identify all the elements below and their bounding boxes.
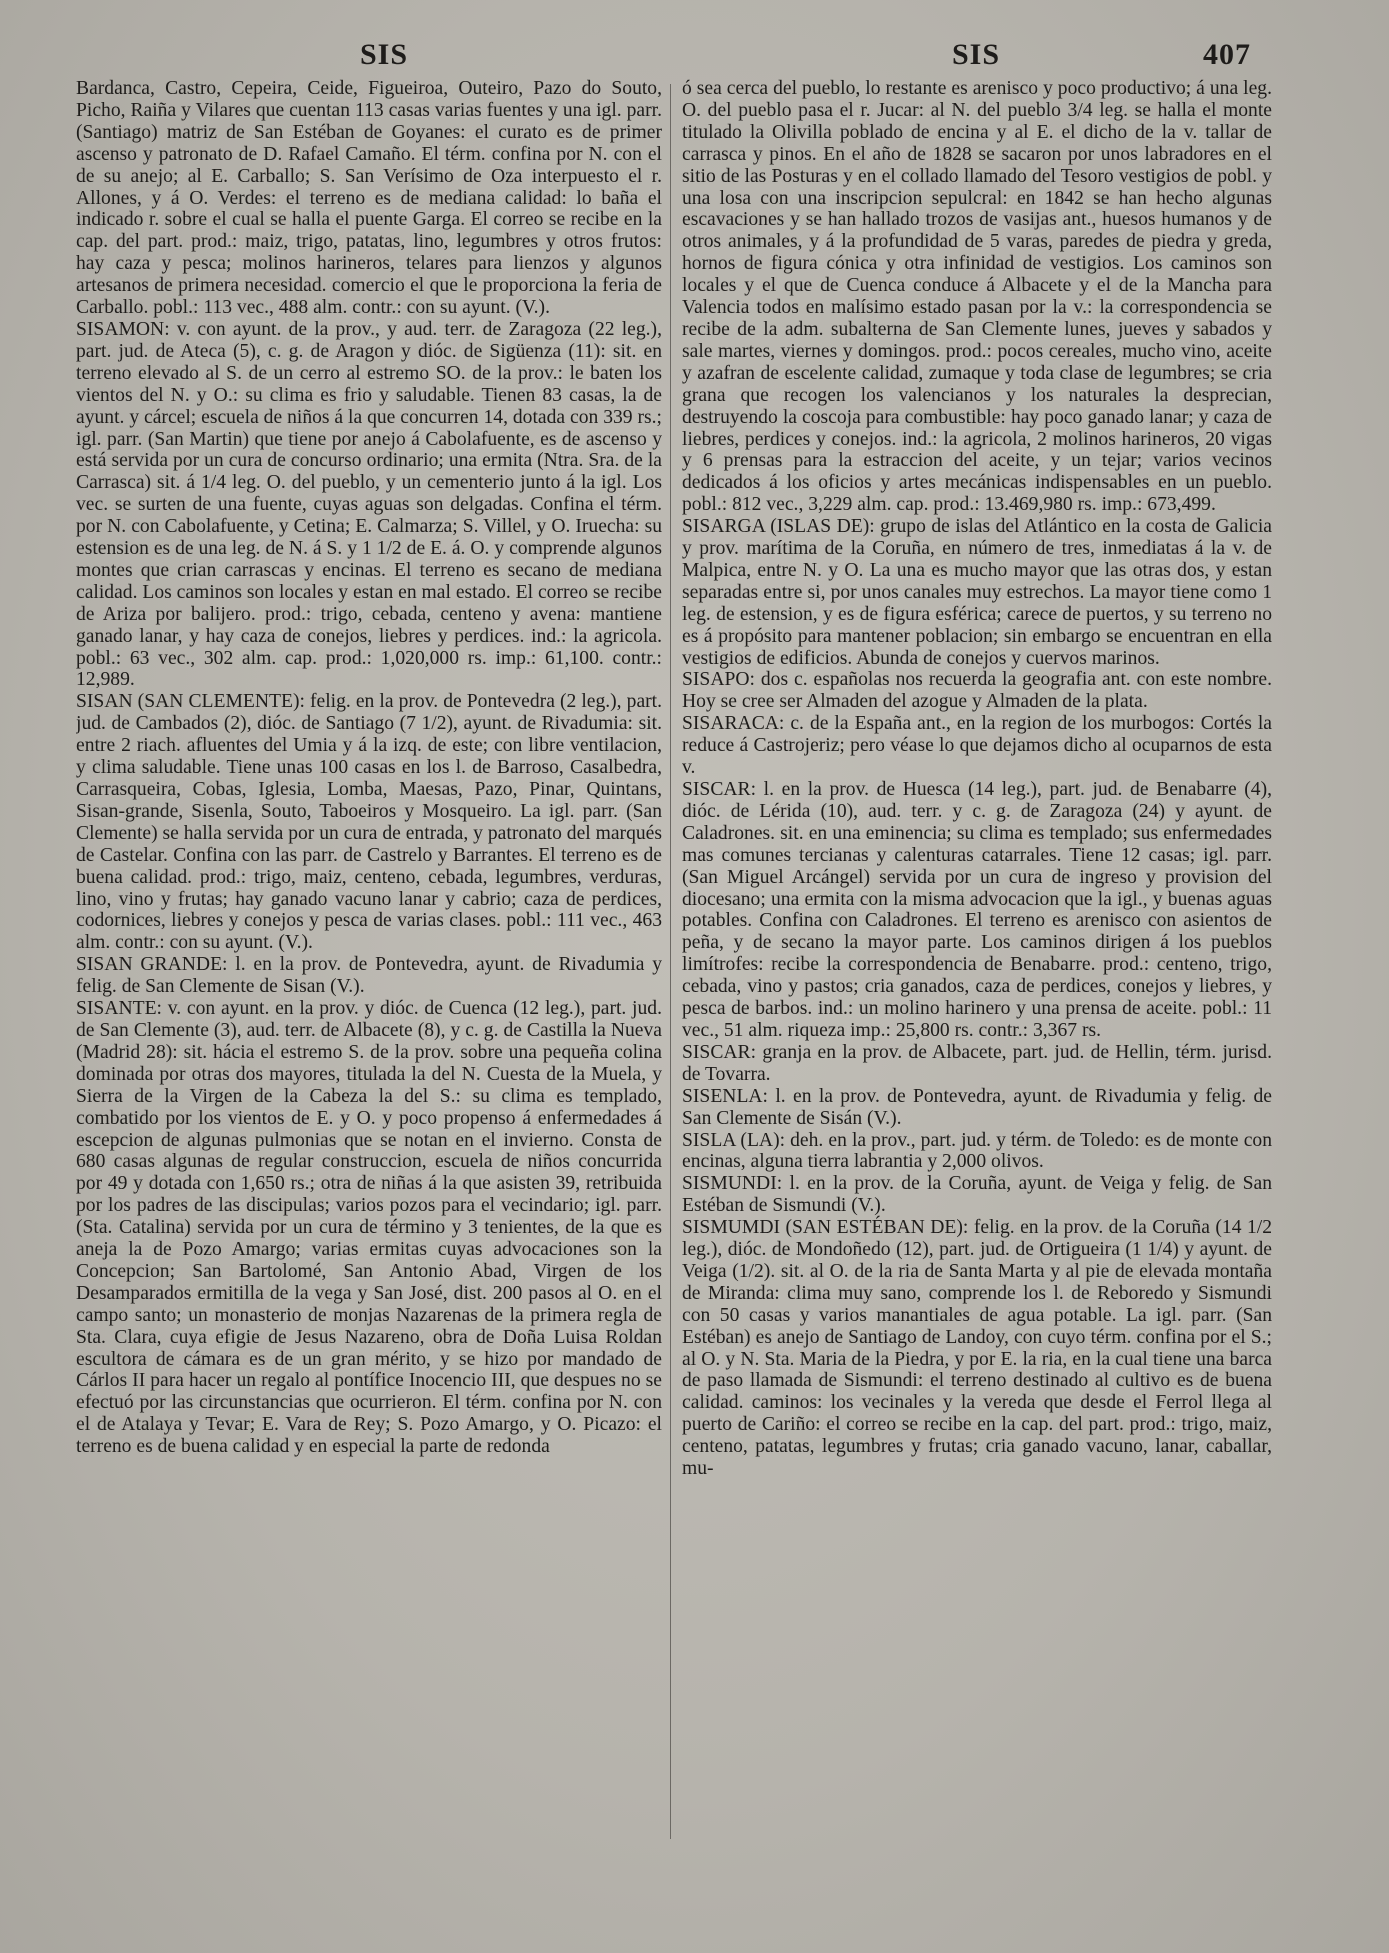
entry-headword: SISCAR: <box>682 779 757 800</box>
entry-sisla <box>682 1130 1272 1174</box>
entry-headword: SISARACA: <box>682 713 785 735</box>
entry-text: dos c. españolas nos recuerda la geografia ant. con este nombre. Hoy se cree ser Almaden del azogue y Almaden de la plata. <box>682 669 1272 713</box>
entry-text: v. con ayunt. en la prov. y dióc. de Cuenca (12 leg.), part. jud. de San Clemente (3), aud. terr. de Albacete (8), y c. g. de Castilla la Nueva (Madrid 28): sit. hácia el estremo S. de la prov. sobre una pequeña colina dominada por otras dos mayores, titulada la del N. Cuesta de la Muela, y Sierra de la Virgen de la Cabeza la del S.: su clima es templado, combatido por los vientos de E. y O. y poco propenso á enfermedades á escepcion de algunas pulmonias que se notan en el invierno. Consta de 680 casas algunas de regular construccion, escuela de niños concurrida por 49 y dotada con 1,650 rs.; otra de niñas á la que asisten 39, retribuida por los padres de las discipulas; varios pozos para el vecindario; igl. parr. (Sta. Catalina) servida por un cura de término y 3 tenientes, de la que es aneja la de Pozo Amargo; varias ermitas cuyas advocaciones son la Concepcion; San Bartolomé, San Antonio Abad, Virgen de los Desamparados ermitilla de la vega y San José, dist. 200 pasos al O. en el campo santo; un monasterio de monjas Nazarenas de la primera regla de Sta. Clara, cuya efigie de Jesus Nazareno, obra de Doña Luisa Roldan escultora de cámara es de un gran mérito, y se hizo por mandado de Cárlos II para hacer un regalo al pontífice Inocencio III, que despues no se efectuó por las circunstancias que ocurrieron. El térm. confina por N. con el de Atalaya y Tevar; E. Vara de Rey; S. Pozo Amargo, y O. Picazo: el terreno es de buena calidad y en especial la parte de redonda <box>76 998 662 1458</box>
entry-sisan-grande <box>76 954 662 998</box>
right-column <box>682 78 1272 1848</box>
entry-headword: SISENLA: <box>682 1085 769 1107</box>
entry-headword: SISMUMDI (SAN ESTÉBAN DE): <box>682 1217 969 1239</box>
entry-headword: SISLA (LA): <box>682 1129 786 1151</box>
entry-text: l. en la prov. de Huesca (14 leg.), part. jud. de Benabarre (4), dióc. de Lérida (10), aud. terr. y c. g. de Zaragoza (24) y ayunt. de Caladrones. sit. en una eminencia; su clima es templado; sus enfermedades mas comunes tercianas y calenturas catarrales. Tiene 12 casas; igl. parr. (San Miguel Arcángel) servida por un cura de ingreso y provision del diocesano; una ermita con la misma advocacion que la igl., y buenas aguas potables. Confina con Caladrones. El terreno es arenisco con asientos de peña, y de secano la mayor parte. Los caminos dirigen á los pueblos limítrofes: recibe la correspondencia de Benabarre. prod.: centeno, trigo, cebada, vino y pastos; cria ganados, caza de perdices, conejos y liebres, y pesca de barbos. ind.: un molino harinero y una prensa de aceite. pobl.: 11 vec., 51 alm. riqueza imp.: 25,800 rs. contr.: 3,367 rs. <box>682 779 1272 1041</box>
entry-sisapo <box>682 669 1272 713</box>
page-number: 407 <box>1203 38 1251 71</box>
entry-headword: SISCAR: <box>682 1041 757 1063</box>
entry-text: felig. en la prov. de Pontevedra (2 leg.), part. jud. de Cambados (2), dióc. de Santiago (7 1/2), ayunt. de Rivadumia: sit. entre 2 riach. afluentes del Umia y á la izq. de este; con libre ventilacion, y clima saludable. Tiene unas 100 casas en los l. de Barroso, Casalbedra, Carrasqueira, Cobas, Iglesia, Lomba, Maesas, Pazo, Pinar, Quintans, Sisan-grande, Sisenla, Souto, Taboeiros y Mosqueiro. La igl. parr. (San Clemente) se halla servida por un cura de entrada, y patronato del marqués de Castelar. Confina con las parr. de Castrelo y Barrantes. El terreno es de buena calidad. prod.: trigo, maiz, centeno, cebada, legumbres, verduras, lino, vino y frutas; hay ganado vacuno lanar y cabrio; caza de perdices, codornices, liebres y conejos y pesca de varias clases. pobl.: 111 vec., 463 alm. contr.: con su ayunt. (V.). <box>76 691 662 954</box>
entry-text: felig. en la prov. de la Coruña (14 1/2 leg.), dióc. de Mondoñedo (12), part. jud. de Ortigueira (1 1/4) y ayunt. de Veiga (1/2). sit. al O. de la ria de Santa Marta y al pie de elevada montaña de Miranda: clima muy sano, comprende los l. de Reboredo y Sismundi con 50 casas y varios manantiales de agua potable. La igl. parr. (San Estéban) es anejo de Santiago de Landoy, con cuyo térm. confina por el S.; al O. y N. Sta. Maria de la Piedra, y por E. la ria, en la cual tiene una barca de paso llamada de Sismundi: el terreno destinado al cultivo es de buena calidad. caminos: los vecinales y la vereda que desde el Ferrol llega al puerto de Cariño: el correo se recibe en la cap. del part. prod.: trigo, maiz, centeno, patatas, legumbres y frutas; cria ganado vacuno, lanar, caballar, mu- <box>682 1217 1272 1480</box>
entry-sisenla <box>682 1086 1272 1130</box>
entry-text: v. con ayunt. de la prov., y aud. terr. de Zaragoza (22 leg.), part. jud. de Ateca (5), c. g. de Aragon y dióc. de Sigüenza (11): sit. en terreno elevado al S. de un cerro al estremo SO. de la prov.: le baten los vientos del N. y O.: su clima es frio y saludable. Tienen 83 casas, la de ayunt. y cárcel; escuela de niños á la que concurren 14, dotada con 339 rs.; igl. parr. (San Martin) que tiene por anejo á Cabolafuente, es de ascenso y está servida por un cura de concurso ordinario; una ermita (Ntra. Sra. de la Carrasca) sit. á 1/4 leg. O. del pueblo, y un cementerio junto á la igl. Los vec. se surten de una fuente, cuyas aguas son delgadas. Confina el térm. por N. con Cabolafuente, y Cetina; E. Calmarza; S. Villel, y O. Iruecha: su estension es de una leg. de N. á S. y 1 1/2 de E. á. O. y comprende algunos montes que crian carrascas y encinas. El terreno es secano de mediana calidad. Los caminos son locales y estan en mal estado. El correo se recibe de Ariza por balijero. prod.: trigo, cebada, centeno y avena: mantiene ganado lanar, y hay caza de conejos, liebres y perdices. ind.: la agricola. pobl.: 63 vec., 302 alm. cap. prod.: 1,020,000 rs. imp.: 61,100. contr.: 12,989. <box>76 318 662 691</box>
entry-siscar-1 <box>682 779 1272 1042</box>
entry-sisan <box>76 691 662 954</box>
entry-text: l. en la prov. de la Coruña, ayunt. de Veiga y felig. de San Estéban de Sismundi (V.). <box>682 1173 1272 1217</box>
entry-headword: SISAN (SAN CLEMENTE): <box>76 691 305 713</box>
entry-headword: SISANTE: <box>76 998 163 1020</box>
entry-sismumdi <box>682 1217 1272 1480</box>
entry-headword: SISARGA (ISLAS DE): <box>682 516 875 538</box>
entry-sisarga <box>682 516 1272 669</box>
left-column <box>76 78 662 1848</box>
entry-sisaraca <box>682 713 1272 779</box>
entry-headword: SISAPO: <box>682 669 755 691</box>
entry-text: deh. en la prov., part. jud. y térm. de Toledo: es de monte con encinas, alguna tierra labrantia y 2,000 olivos. <box>682 1129 1272 1173</box>
entry-text: l. en la prov. de Pontevedra, ayunt. de Rivadumia y felig. de San Clemente de Sisan (V.). <box>76 954 662 998</box>
entry-headword: SISMUNDI: <box>682 1173 783 1195</box>
entry-siscar-2 <box>682 1042 1272 1086</box>
entry-sisante <box>76 998 662 1458</box>
entry-text: ó sea cerca del pueblo, lo restante es arenisco y poco productivo; á una leg. O. del pueblo pasa el r. Jucar: al N. del pueblo 3/4 leg. se halla el monte titulado la Olivilla poblado de encina y al E. el dicho de la v. tallar de carrasca y pinos. En el año de 1828 se sacaron por unos labradores en el sitio de las Posturas y en el collado llamado del Tesoro vestigios de pobl. y una losa con una inscripcion sepulcral: en 1842 se han hecho algunas escavaciones y se han hallado trozos de vasijas ant., huesos humanos y de otros animales, y á la profundidad de 5 varas, paredes de piedra y greda, hornos de figura cónica y otra infinidad de vestigios. Los caminos son locales y el que de Cuenca conduce á Albacete y el de la Mancha para Valencia todos en malísimo estado pasan por la v.: la correspondencia se recibe de la adm. subalterna de San Clemente lunes, jueves y sabados y sale martes, viernes y domingos. prod.: pocos cereales, mucho vino, aceite y azafran de escelente calidad, zumaque y toda clase de legumbres; se cria grana que recogen los valencianos y los naturales la desprecian, destruyendo la coscoja para combustible: hay poco ganado lanar; y caza de liebres, perdices y conejos. ind.: la agricola, 2 molinos harineros, 20 vigas y 6 prensas para la estraccion del aceite, y un tejar; varios vecinos dedicados á los oficios y artes mecánicas indispensables en un pueblo. pobl.: 812 vec., 3,229 alm. cap. prod.: 13.469,980 rs. imp.: 673,499. <box>682 78 1272 516</box>
entry-text: c. de la España ant., en la region de los murbogos: Cortés la reduce á Castrojeriz; pero véase lo que dejamos dicho al ocuparnos de esta v. <box>682 713 1272 779</box>
running-head-right: SIS <box>952 38 1001 71</box>
entry-sismundi <box>682 1173 1272 1217</box>
entry-text: grupo de islas del Atlántico en la costa de Galicia y prov. marítima de la Coruña, en número de tres, inmediatas á la v. de Malpica, entre N. y O. La una es mucho mayor que las otras dos, y estan separadas entre si, por unos canales muy estrechos. La mayor tiene como 1 leg. de estension, y es de figura esférica; carece de puertos, y su terreno no es á propósito para mantener poblacion; sin embargo se encuentran en ella vestigios de edificios. Abunda de conejos y cuervos marinos. <box>682 516 1272 669</box>
entry-headword: SISAN GRANDE: <box>76 954 228 976</box>
entry-text: l. en la prov. de Pontevedra, ayunt. de Rivadumia y felig. de San Clemente de Sisán (V.). <box>682 1085 1272 1129</box>
entry-sisamon <box>76 319 662 691</box>
entry-headword: SISAMON: <box>76 318 170 340</box>
entry-continuation <box>682 78 1272 516</box>
entry-text: Bardanca, Castro, Cepeira, Ceide, Figueiroa, Outeiro, Pazo do Souto, Picho, Raiña y Vilares que cuentan 113 casas varias fuentes y una igl. parr. (Santiago) matriz de San Estéban de Goyanes: el curato es de primer ascenso y patronato de D. Rafael Camaño. El térm. confina por N. con el de su anejo; al E. Carballo; S. San Verísimo de Oza interpuesto el r. Allones, y á O. Verdes: el terreno es de mediana calidad: lo baña el indicado r. sobre el cual se halla el puente Garga. El correo se recibe en la cap. del part. prod.: maiz, trigo, patatas, lino, legumbres y otros frutos: hay caza y pesca; molinos harineros, telares para lienzos y algunos artesanos de primera necesidad. comercio el que le proporciona la feria de Carballo. pobl.: 113 vec., 488 alm. contr.: con su ayunt. (V.). <box>76 78 662 319</box>
entry-text: granja en la prov. de Albacete, part. jud. de Hellin, térm. jurisd. de Tovarra. <box>682 1041 1272 1085</box>
column-divider <box>670 84 671 1839</box>
entry-continuation <box>76 78 662 319</box>
running-head-left: SIS <box>360 38 409 71</box>
